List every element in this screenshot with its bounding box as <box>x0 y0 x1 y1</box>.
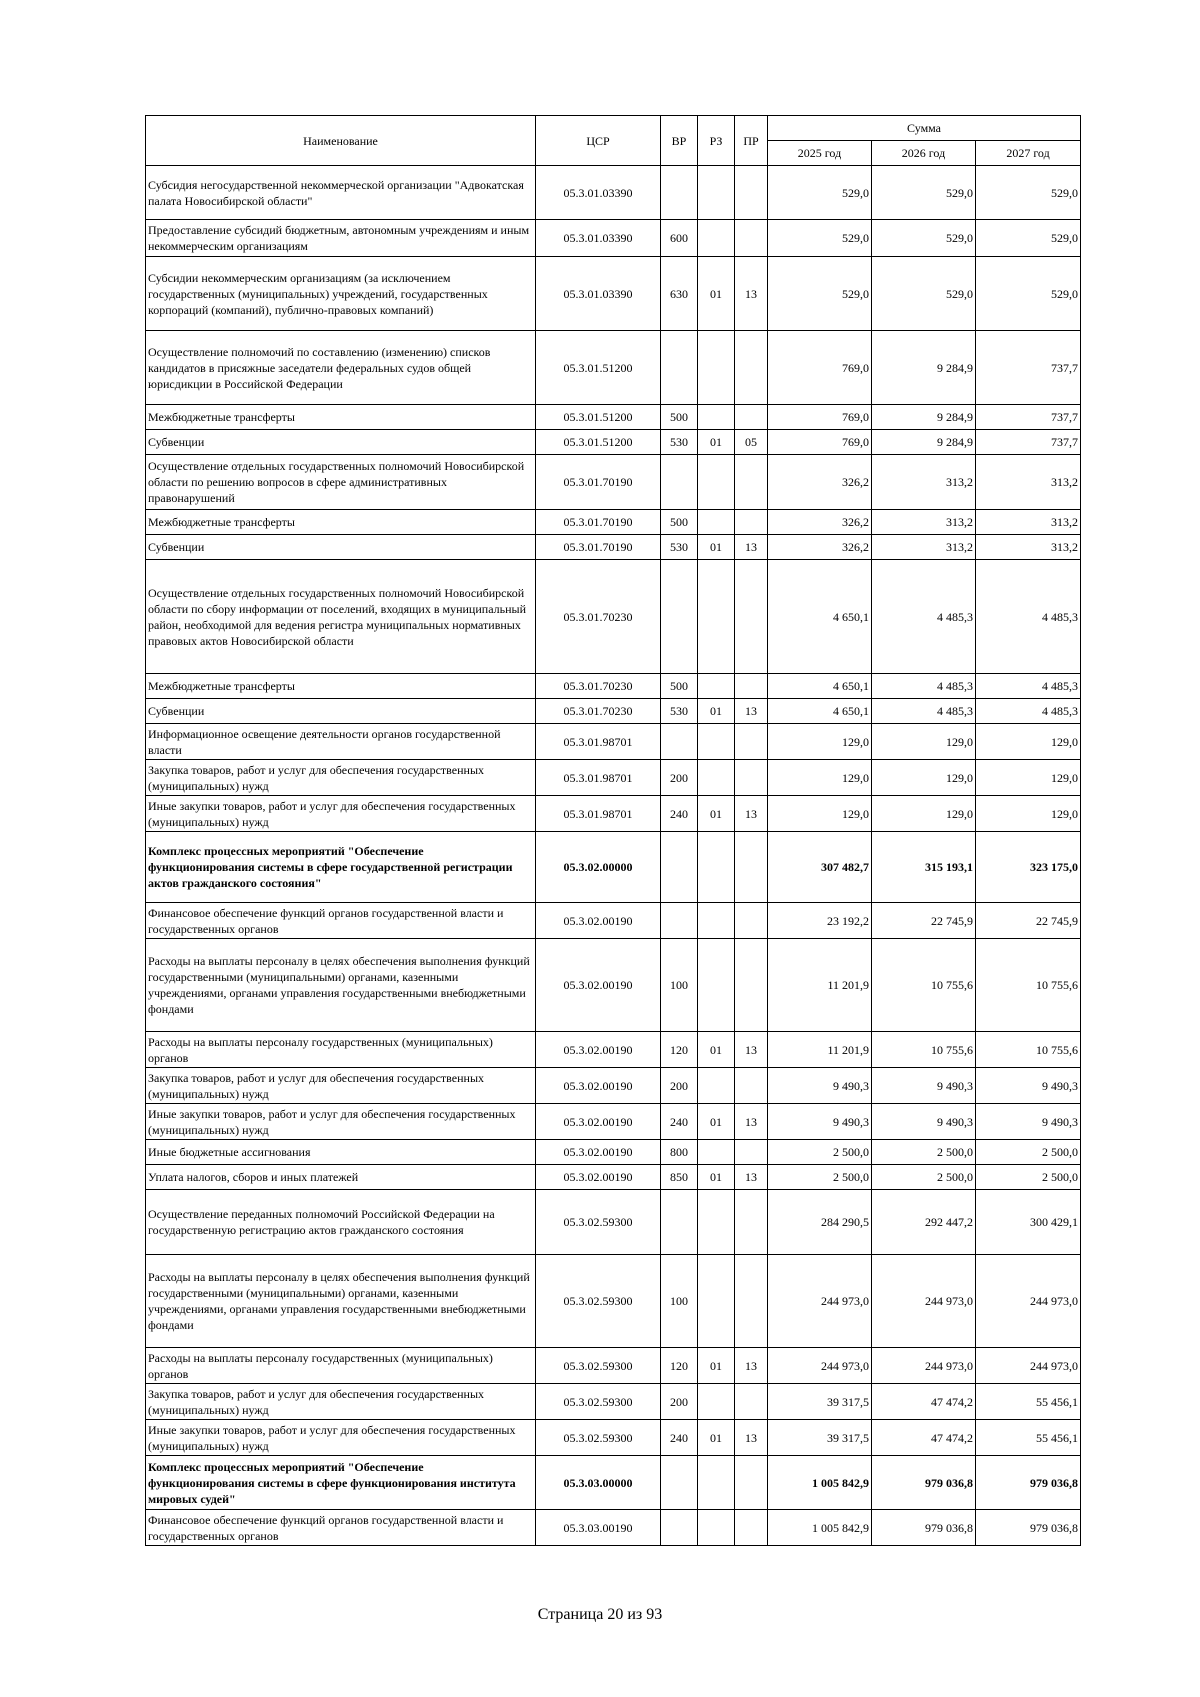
table-row <box>146 1165 1081 1190</box>
cell-sum-2026: 129,0 <box>872 796 976 832</box>
cell-sum-2026: 979 036,8 <box>872 1510 976 1546</box>
table-row <box>146 1104 1081 1140</box>
cell-name: Иные бюджетные ассигнования <box>146 1140 536 1165</box>
cell-csr: 05.3.01.70230 <box>536 674 661 699</box>
cell-sum-2026: 529,0 <box>872 166 976 220</box>
table-row <box>146 166 1081 220</box>
cell-vr <box>661 560 698 674</box>
cell-name: Иные закупки товаров, работ и услуг для обеспечения государственных (муниципальных) нужд <box>146 1104 536 1140</box>
cell-rz: 01 <box>698 1032 735 1068</box>
cell-csr: 05.3.02.59300 <box>536 1255 661 1348</box>
table-row <box>146 257 1081 331</box>
cell-sum-2027: 529,0 <box>976 166 1081 220</box>
cell-pr: 13 <box>735 535 768 560</box>
cell-pr <box>735 220 768 257</box>
cell-vr: 240 <box>661 796 698 832</box>
cell-sum-2026: 244 973,0 <box>872 1255 976 1348</box>
cell-csr: 05.3.02.00190 <box>536 903 661 939</box>
cell-sum-2026: 313,2 <box>872 535 976 560</box>
cell-name: Предоставление субсидий бюджетным, автономным учреждениям и иным некоммерческим организациям <box>146 220 536 257</box>
cell-rz <box>698 724 735 760</box>
cell-sum-2025: 9 490,3 <box>768 1104 872 1140</box>
cell-vr: 530 <box>661 535 698 560</box>
cell-csr: 05.3.01.51200 <box>536 405 661 430</box>
cell-csr: 05.3.02.00190 <box>536 1104 661 1140</box>
cell-sum-2026: 4 485,3 <box>872 699 976 724</box>
cell-rz <box>698 405 735 430</box>
cell-sum-2025: 23 192,2 <box>768 903 872 939</box>
budget-table <box>145 115 1081 1546</box>
cell-sum-2027: 2 500,0 <box>976 1140 1081 1165</box>
cell-sum-2025: 769,0 <box>768 405 872 430</box>
page-number: Страница 20 из 93 <box>537 1606 663 1623</box>
cell-rz <box>698 674 735 699</box>
cell-pr: 13 <box>735 1032 768 1068</box>
cell-rz <box>698 903 735 939</box>
cell-vr <box>661 455 698 510</box>
cell-sum-2026: 244 973,0 <box>872 1348 976 1384</box>
cell-pr <box>735 560 768 674</box>
table-row <box>146 1032 1081 1068</box>
cell-csr: 05.3.01.98701 <box>536 796 661 832</box>
cell-sum-2025: 1 005 842,9 <box>768 1456 872 1510</box>
cell-vr <box>661 903 698 939</box>
cell-vr <box>661 724 698 760</box>
cell-pr: 13 <box>735 1348 768 1384</box>
cell-name: Субсидия негосударственной некоммерческой организации "Адвокатская палата Новосибирской области" <box>146 166 536 220</box>
cell-sum-2027: 979 036,8 <box>976 1510 1081 1546</box>
cell-vr: 200 <box>661 760 698 796</box>
cell-name: Финансовое обеспечение функций органов государственной власти и государственных органов <box>146 903 536 939</box>
cell-sum-2027: 313,2 <box>976 510 1081 535</box>
cell-sum-2025: 39 317,5 <box>768 1384 872 1420</box>
cell-name: Осуществление полномочий по составлению (изменению) списков кандидатов в присяжные заседатели федеральных судов общей юрисдикции в Российской Федерации <box>146 331 536 405</box>
cell-pr <box>735 939 768 1032</box>
cell-csr: 05.3.02.00190 <box>536 1068 661 1104</box>
cell-pr <box>735 510 768 535</box>
cell-sum-2025: 129,0 <box>768 724 872 760</box>
cell-pr <box>735 760 768 796</box>
cell-csr: 05.3.01.98701 <box>536 724 661 760</box>
cell-rz <box>698 455 735 510</box>
cell-rz: 01 <box>698 796 735 832</box>
cell-sum-2026: 979 036,8 <box>872 1456 976 1510</box>
cell-sum-2026: 313,2 <box>872 455 976 510</box>
cell-rz: 01 <box>698 1420 735 1456</box>
cell-name: Расходы на выплаты персоналу государственных (муниципальных) органов <box>146 1032 536 1068</box>
cell-rz: 01 <box>698 430 735 455</box>
cell-name: Уплата налогов, сборов и иных платежей <box>146 1165 536 1190</box>
cell-sum-2027: 737,7 <box>976 430 1081 455</box>
cell-sum-2026: 22 745,9 <box>872 903 976 939</box>
cell-name: Расходы на выплаты персоналу в целях обеспечения выполнения функций государственными (муниципальными) органами, казенными учреждениями, органами управления государственными внебюджетными фондами <box>146 1255 536 1348</box>
cell-csr: 05.3.01.51200 <box>536 430 661 455</box>
cell-sum-2025: 307 482,7 <box>768 832 872 903</box>
cell-sum-2025: 9 490,3 <box>768 1068 872 1104</box>
cell-name: Финансовое обеспечение функций органов государственной власти и государственных органов <box>146 1510 536 1546</box>
cell-pr: 05 <box>735 430 768 455</box>
cell-csr: 05.3.03.00000 <box>536 1456 661 1510</box>
cell-csr: 05.3.02.59300 <box>536 1348 661 1384</box>
cell-rz <box>698 939 735 1032</box>
header-year-2025: 2025 год <box>768 141 872 166</box>
cell-pr <box>735 455 768 510</box>
cell-vr <box>661 1456 698 1510</box>
cell-name: Иные закупки товаров, работ и услуг для обеспечения государственных (муниципальных) нужд <box>146 1420 536 1456</box>
cell-rz <box>698 1068 735 1104</box>
cell-sum-2027: 9 490,3 <box>976 1104 1081 1140</box>
cell-rz <box>698 331 735 405</box>
cell-sum-2026: 47 474,2 <box>872 1420 976 1456</box>
cell-sum-2025: 4 650,1 <box>768 674 872 699</box>
cell-sum-2026: 315 193,1 <box>872 832 976 903</box>
cell-csr: 05.3.01.70230 <box>536 560 661 674</box>
cell-sum-2026: 9 490,3 <box>872 1068 976 1104</box>
cell-rz <box>698 220 735 257</box>
cell-pr <box>735 832 768 903</box>
table-row <box>146 535 1081 560</box>
cell-sum-2025: 11 201,9 <box>768 1032 872 1068</box>
cell-csr: 05.3.02.00000 <box>536 832 661 903</box>
cell-pr <box>735 674 768 699</box>
cell-rz: 01 <box>698 699 735 724</box>
table-row <box>146 560 1081 674</box>
cell-csr: 05.3.02.00190 <box>536 1032 661 1068</box>
cell-vr: 240 <box>661 1104 698 1140</box>
cell-csr: 05.3.02.59300 <box>536 1384 661 1420</box>
cell-csr: 05.3.02.00190 <box>536 1140 661 1165</box>
table-row <box>146 1255 1081 1348</box>
cell-sum-2025: 769,0 <box>768 430 872 455</box>
cell-csr: 05.3.01.03390 <box>536 257 661 331</box>
cell-csr: 05.3.03.00190 <box>536 1510 661 1546</box>
cell-vr: 100 <box>661 939 698 1032</box>
cell-sum-2027: 2 500,0 <box>976 1165 1081 1190</box>
cell-vr: 200 <box>661 1068 698 1104</box>
cell-pr: 13 <box>735 699 768 724</box>
cell-csr: 05.3.02.00190 <box>536 1165 661 1190</box>
cell-sum-2027: 323 175,0 <box>976 832 1081 903</box>
cell-sum-2025: 129,0 <box>768 796 872 832</box>
cell-name: Субвенции <box>146 535 536 560</box>
cell-pr <box>735 1140 768 1165</box>
header-sum: Сумма <box>768 116 1081 141</box>
cell-csr: 05.3.01.03390 <box>536 166 661 220</box>
cell-vr: 500 <box>661 510 698 535</box>
table-row <box>146 903 1081 939</box>
cell-csr: 05.3.01.70190 <box>536 455 661 510</box>
cell-vr: 630 <box>661 257 698 331</box>
table-row <box>146 510 1081 535</box>
cell-sum-2026: 9 284,9 <box>872 331 976 405</box>
cell-name: Межбюджетные трансферты <box>146 510 536 535</box>
cell-name: Комплекс процессных мероприятий "Обеспечение функционирования системы в сфере функционирования института мировых судей" <box>146 1456 536 1510</box>
cell-sum-2026: 10 755,6 <box>872 939 976 1032</box>
table-row <box>146 939 1081 1032</box>
cell-sum-2025: 2 500,0 <box>768 1165 872 1190</box>
cell-rz <box>698 560 735 674</box>
header-year-2027: 2027 год <box>976 141 1081 166</box>
cell-pr <box>735 331 768 405</box>
cell-sum-2025: 326,2 <box>768 455 872 510</box>
cell-vr <box>661 166 698 220</box>
cell-pr <box>735 1510 768 1546</box>
table-row <box>146 1420 1081 1456</box>
table-row <box>146 331 1081 405</box>
table-row <box>146 1190 1081 1255</box>
cell-pr <box>735 1190 768 1255</box>
cell-pr <box>735 1255 768 1348</box>
table-header <box>146 116 1081 166</box>
table-row <box>146 832 1081 903</box>
cell-csr: 05.3.02.59300 <box>536 1190 661 1255</box>
table-row <box>146 1510 1081 1546</box>
cell-sum-2027: 979 036,8 <box>976 1456 1081 1510</box>
cell-sum-2027: 129,0 <box>976 796 1081 832</box>
cell-rz: 01 <box>698 535 735 560</box>
table-row <box>146 724 1081 760</box>
cell-vr <box>661 331 698 405</box>
cell-sum-2026: 4 485,3 <box>872 560 976 674</box>
cell-vr: 100 <box>661 1255 698 1348</box>
cell-sum-2026: 9 284,9 <box>872 405 976 430</box>
cell-sum-2025: 326,2 <box>768 535 872 560</box>
cell-sum-2026: 2 500,0 <box>872 1140 976 1165</box>
header-name: Наименование <box>146 116 536 166</box>
cell-sum-2027: 22 745,9 <box>976 903 1081 939</box>
header-pr: ПР <box>735 116 768 166</box>
cell-sum-2025: 1 005 842,9 <box>768 1510 872 1546</box>
cell-name: Иные закупки товаров, работ и услуг для обеспечения государственных (муниципальных) нужд <box>146 796 536 832</box>
cell-vr: 120 <box>661 1032 698 1068</box>
cell-name: Субсидии некоммерческим организациям (за исключением государственных (муниципальных) учреждений, государственных корпораций (компаний), публично-правовых компаний) <box>146 257 536 331</box>
cell-sum-2027: 4 485,3 <box>976 699 1081 724</box>
cell-sum-2027: 313,2 <box>976 455 1081 510</box>
cell-name: Закупка товаров, работ и услуг для обеспечения государственных (муниципальных) нужд <box>146 760 536 796</box>
cell-sum-2027: 529,0 <box>976 220 1081 257</box>
cell-vr: 600 <box>661 220 698 257</box>
table-row <box>146 1068 1081 1104</box>
cell-vr <box>661 1510 698 1546</box>
cell-sum-2027: 244 973,0 <box>976 1255 1081 1348</box>
cell-rz <box>698 1510 735 1546</box>
cell-sum-2025: 129,0 <box>768 760 872 796</box>
cell-rz: 01 <box>698 1104 735 1140</box>
cell-csr: 05.3.01.03390 <box>536 220 661 257</box>
cell-name: Осуществление переданных полномочий Российской Федерации на государственную регистрацию актов гражданского состояния <box>146 1190 536 1255</box>
cell-pr: 13 <box>735 796 768 832</box>
cell-rz <box>698 1384 735 1420</box>
cell-pr: 13 <box>735 257 768 331</box>
cell-sum-2026: 9 490,3 <box>872 1104 976 1140</box>
cell-name: Комплекс процессных мероприятий "Обеспечение функционирования системы в сфере государственной регистрации актов гражданского состояния" <box>146 832 536 903</box>
table-row <box>146 405 1081 430</box>
cell-rz <box>698 1456 735 1510</box>
cell-rz <box>698 510 735 535</box>
cell-rz <box>698 832 735 903</box>
cell-name: Межбюджетные трансферты <box>146 674 536 699</box>
cell-name: Межбюджетные трансферты <box>146 405 536 430</box>
cell-sum-2025: 529,0 <box>768 257 872 331</box>
cell-sum-2025: 4 650,1 <box>768 560 872 674</box>
cell-sum-2027: 55 456,1 <box>976 1384 1081 1420</box>
table-row <box>146 699 1081 724</box>
cell-sum-2027: 4 485,3 <box>976 674 1081 699</box>
cell-sum-2027: 10 755,6 <box>976 1032 1081 1068</box>
cell-sum-2027: 4 485,3 <box>976 560 1081 674</box>
cell-rz: 01 <box>698 1165 735 1190</box>
cell-name: Осуществление отдельных государственных полномочий Новосибирской области по сбору информации от поселений, входящих в муниципальный район, необходимой для ведения регистра муниципальных нормативных правовых актов Новосибирской области <box>146 560 536 674</box>
cell-vr: 500 <box>661 405 698 430</box>
cell-rz: 01 <box>698 1348 735 1384</box>
cell-sum-2026: 529,0 <box>872 220 976 257</box>
table-row <box>146 1456 1081 1510</box>
cell-pr <box>735 903 768 939</box>
cell-sum-2027: 10 755,6 <box>976 939 1081 1032</box>
cell-sum-2027: 129,0 <box>976 724 1081 760</box>
cell-sum-2027: 55 456,1 <box>976 1420 1081 1456</box>
cell-pr <box>735 1068 768 1104</box>
cell-sum-2027: 244 973,0 <box>976 1348 1081 1384</box>
cell-sum-2026: 4 485,3 <box>872 674 976 699</box>
table-row <box>146 760 1081 796</box>
cell-sum-2027: 529,0 <box>976 257 1081 331</box>
cell-csr: 05.3.01.70190 <box>536 535 661 560</box>
cell-name: Осуществление отдельных государственных полномочий Новосибирской области по решению вопросов в сфере административных правонарушений <box>146 455 536 510</box>
cell-sum-2025: 284 290,5 <box>768 1190 872 1255</box>
cell-csr: 05.3.01.70190 <box>536 510 661 535</box>
cell-sum-2026: 2 500,0 <box>872 1165 976 1190</box>
cell-name: Информационное освещение деятельности органов государственной власти <box>146 724 536 760</box>
cell-sum-2026: 313,2 <box>872 510 976 535</box>
cell-sum-2027: 300 429,1 <box>976 1190 1081 1255</box>
cell-sum-2025: 769,0 <box>768 331 872 405</box>
table-row <box>146 796 1081 832</box>
cell-csr: 05.3.01.51200 <box>536 331 661 405</box>
cell-name: Субвенции <box>146 699 536 724</box>
cell-csr: 05.3.02.59300 <box>536 1420 661 1456</box>
cell-sum-2025: 326,2 <box>768 510 872 535</box>
table-body <box>146 166 1081 1546</box>
cell-sum-2025: 529,0 <box>768 166 872 220</box>
cell-sum-2025: 244 973,0 <box>768 1348 872 1384</box>
cell-vr: 500 <box>661 674 698 699</box>
cell-sum-2026: 129,0 <box>872 724 976 760</box>
table-row <box>146 1348 1081 1384</box>
cell-pr <box>735 166 768 220</box>
cell-sum-2025: 2 500,0 <box>768 1140 872 1165</box>
table-row <box>146 1140 1081 1165</box>
cell-sum-2026: 129,0 <box>872 760 976 796</box>
cell-pr: 13 <box>735 1165 768 1190</box>
cell-vr: 800 <box>661 1140 698 1165</box>
cell-name: Расходы на выплаты персоналу в целях обеспечения выполнения функций государственными (муниципальными) органами, казенными учреждениями, органами управления государственными внебюджетными фондами <box>146 939 536 1032</box>
table-row <box>146 220 1081 257</box>
cell-pr <box>735 724 768 760</box>
cell-rz <box>698 1190 735 1255</box>
cell-sum-2026: 292 447,2 <box>872 1190 976 1255</box>
cell-csr: 05.3.01.98701 <box>536 760 661 796</box>
cell-pr <box>735 405 768 430</box>
cell-sum-2025: 39 317,5 <box>768 1420 872 1456</box>
cell-vr: 200 <box>661 1384 698 1420</box>
cell-name: Расходы на выплаты персоналу государственных (муниципальных) органов <box>146 1348 536 1384</box>
cell-sum-2027: 129,0 <box>976 760 1081 796</box>
table-row <box>146 455 1081 510</box>
cell-vr: 240 <box>661 1420 698 1456</box>
cell-sum-2026: 529,0 <box>872 257 976 331</box>
cell-rz: 01 <box>698 257 735 331</box>
cell-sum-2026: 10 755,6 <box>872 1032 976 1068</box>
cell-name: Закупка товаров, работ и услуг для обеспечения государственных (муниципальных) нужд <box>146 1068 536 1104</box>
cell-pr <box>735 1384 768 1420</box>
table-row <box>146 430 1081 455</box>
cell-sum-2025: 11 201,9 <box>768 939 872 1032</box>
cell-sum-2026: 9 284,9 <box>872 430 976 455</box>
cell-pr <box>735 1456 768 1510</box>
cell-vr: 530 <box>661 430 698 455</box>
cell-csr: 05.3.02.00190 <box>536 939 661 1032</box>
header-rz: РЗ <box>698 116 735 166</box>
cell-vr <box>661 832 698 903</box>
cell-sum-2027: 737,7 <box>976 405 1081 430</box>
table-row <box>146 1384 1081 1420</box>
cell-rz <box>698 760 735 796</box>
cell-vr <box>661 1190 698 1255</box>
cell-name: Закупка товаров, работ и услуг для обеспечения государственных (муниципальных) нужд <box>146 1384 536 1420</box>
cell-rz <box>698 1140 735 1165</box>
cell-vr: 120 <box>661 1348 698 1384</box>
cell-sum-2025: 529,0 <box>768 220 872 257</box>
cell-sum-2027: 313,2 <box>976 535 1081 560</box>
cell-vr: 850 <box>661 1165 698 1190</box>
cell-rz <box>698 166 735 220</box>
cell-vr: 530 <box>661 699 698 724</box>
cell-pr: 13 <box>735 1420 768 1456</box>
cell-sum-2027: 9 490,3 <box>976 1068 1081 1104</box>
cell-sum-2027: 737,7 <box>976 331 1081 405</box>
header-csr: ЦСР <box>536 116 661 166</box>
cell-sum-2025: 244 973,0 <box>768 1255 872 1348</box>
cell-rz <box>698 1255 735 1348</box>
cell-csr: 05.3.01.70230 <box>536 699 661 724</box>
table-row <box>146 674 1081 699</box>
header-year-2026: 2026 год <box>872 141 976 166</box>
header-vr: ВР <box>661 116 698 166</box>
cell-pr: 13 <box>735 1104 768 1140</box>
cell-sum-2025: 4 650,1 <box>768 699 872 724</box>
cell-name: Субвенции <box>146 430 536 455</box>
cell-sum-2026: 47 474,2 <box>872 1384 976 1420</box>
